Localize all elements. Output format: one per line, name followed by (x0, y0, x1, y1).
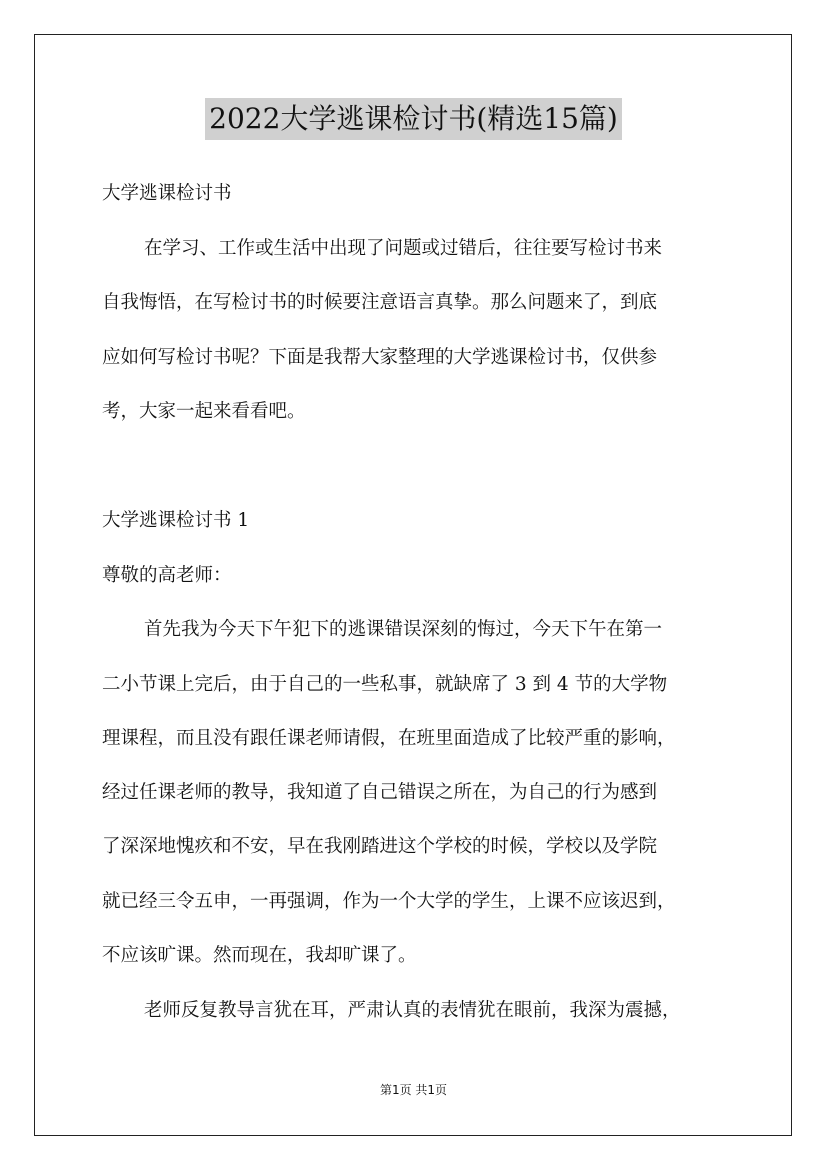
intro-heading: 大学逃课检讨书 (102, 183, 232, 204)
body-line-6: 就已经三令五申，一再强调，作为一个大学的学生，上课不应该迟到， (102, 891, 676, 912)
body-line-5: 了深深地愧疚和不安，早在我刚踏进这个学校的时候，学校以及学院 (102, 836, 658, 857)
intro-line-2: 自我悔悟，在写检讨书的时候要注意语言真挚。那么问题来了，到底 (102, 292, 658, 313)
body-line-1: 首先我为今天下午犯下的逃课错误深刻的悔过，今天下午在第一 (144, 619, 663, 640)
document-title: 2022大学逃课检讨书(精选15篇) (205, 98, 622, 140)
page-footer: 第1页 共1页 (379, 1083, 448, 1097)
body-line-7: 不应该旷课。然而现在，我却旷课了。 (102, 945, 417, 966)
body-line-3: 理课程，而且没有跟任课老师请假，在班里面造成了比较严重的影响， (102, 728, 676, 749)
salutation: 尊敬的高老师： (102, 565, 232, 586)
body-line-4: 经过任课老师的教导，我知道了自己错误之所在，为自己的行为感到 (102, 782, 658, 803)
section-heading: 大学逃课检讨书 1 (102, 510, 250, 531)
intro-line-3: 应如何写检讨书呢？下面是我帮大家整理的大学逃课检讨书，仅供参 (102, 347, 658, 368)
body-line-8: 老师反复教导言犹在耳，严肃认真的表情犹在眼前，我深为震撼， (144, 1000, 681, 1021)
intro-line-4: 考，大家一起来看看吧。 (102, 401, 306, 422)
body-line-2: 二小节课上完后，由于自己的一些私事，就缺席了 3 到 4 节的大学物 (102, 674, 668, 695)
intro-line-1: 在学习、工作或生活中出现了问题或过错后，往往要写检讨书来 (144, 238, 663, 259)
title-container (0, 98, 827, 140)
